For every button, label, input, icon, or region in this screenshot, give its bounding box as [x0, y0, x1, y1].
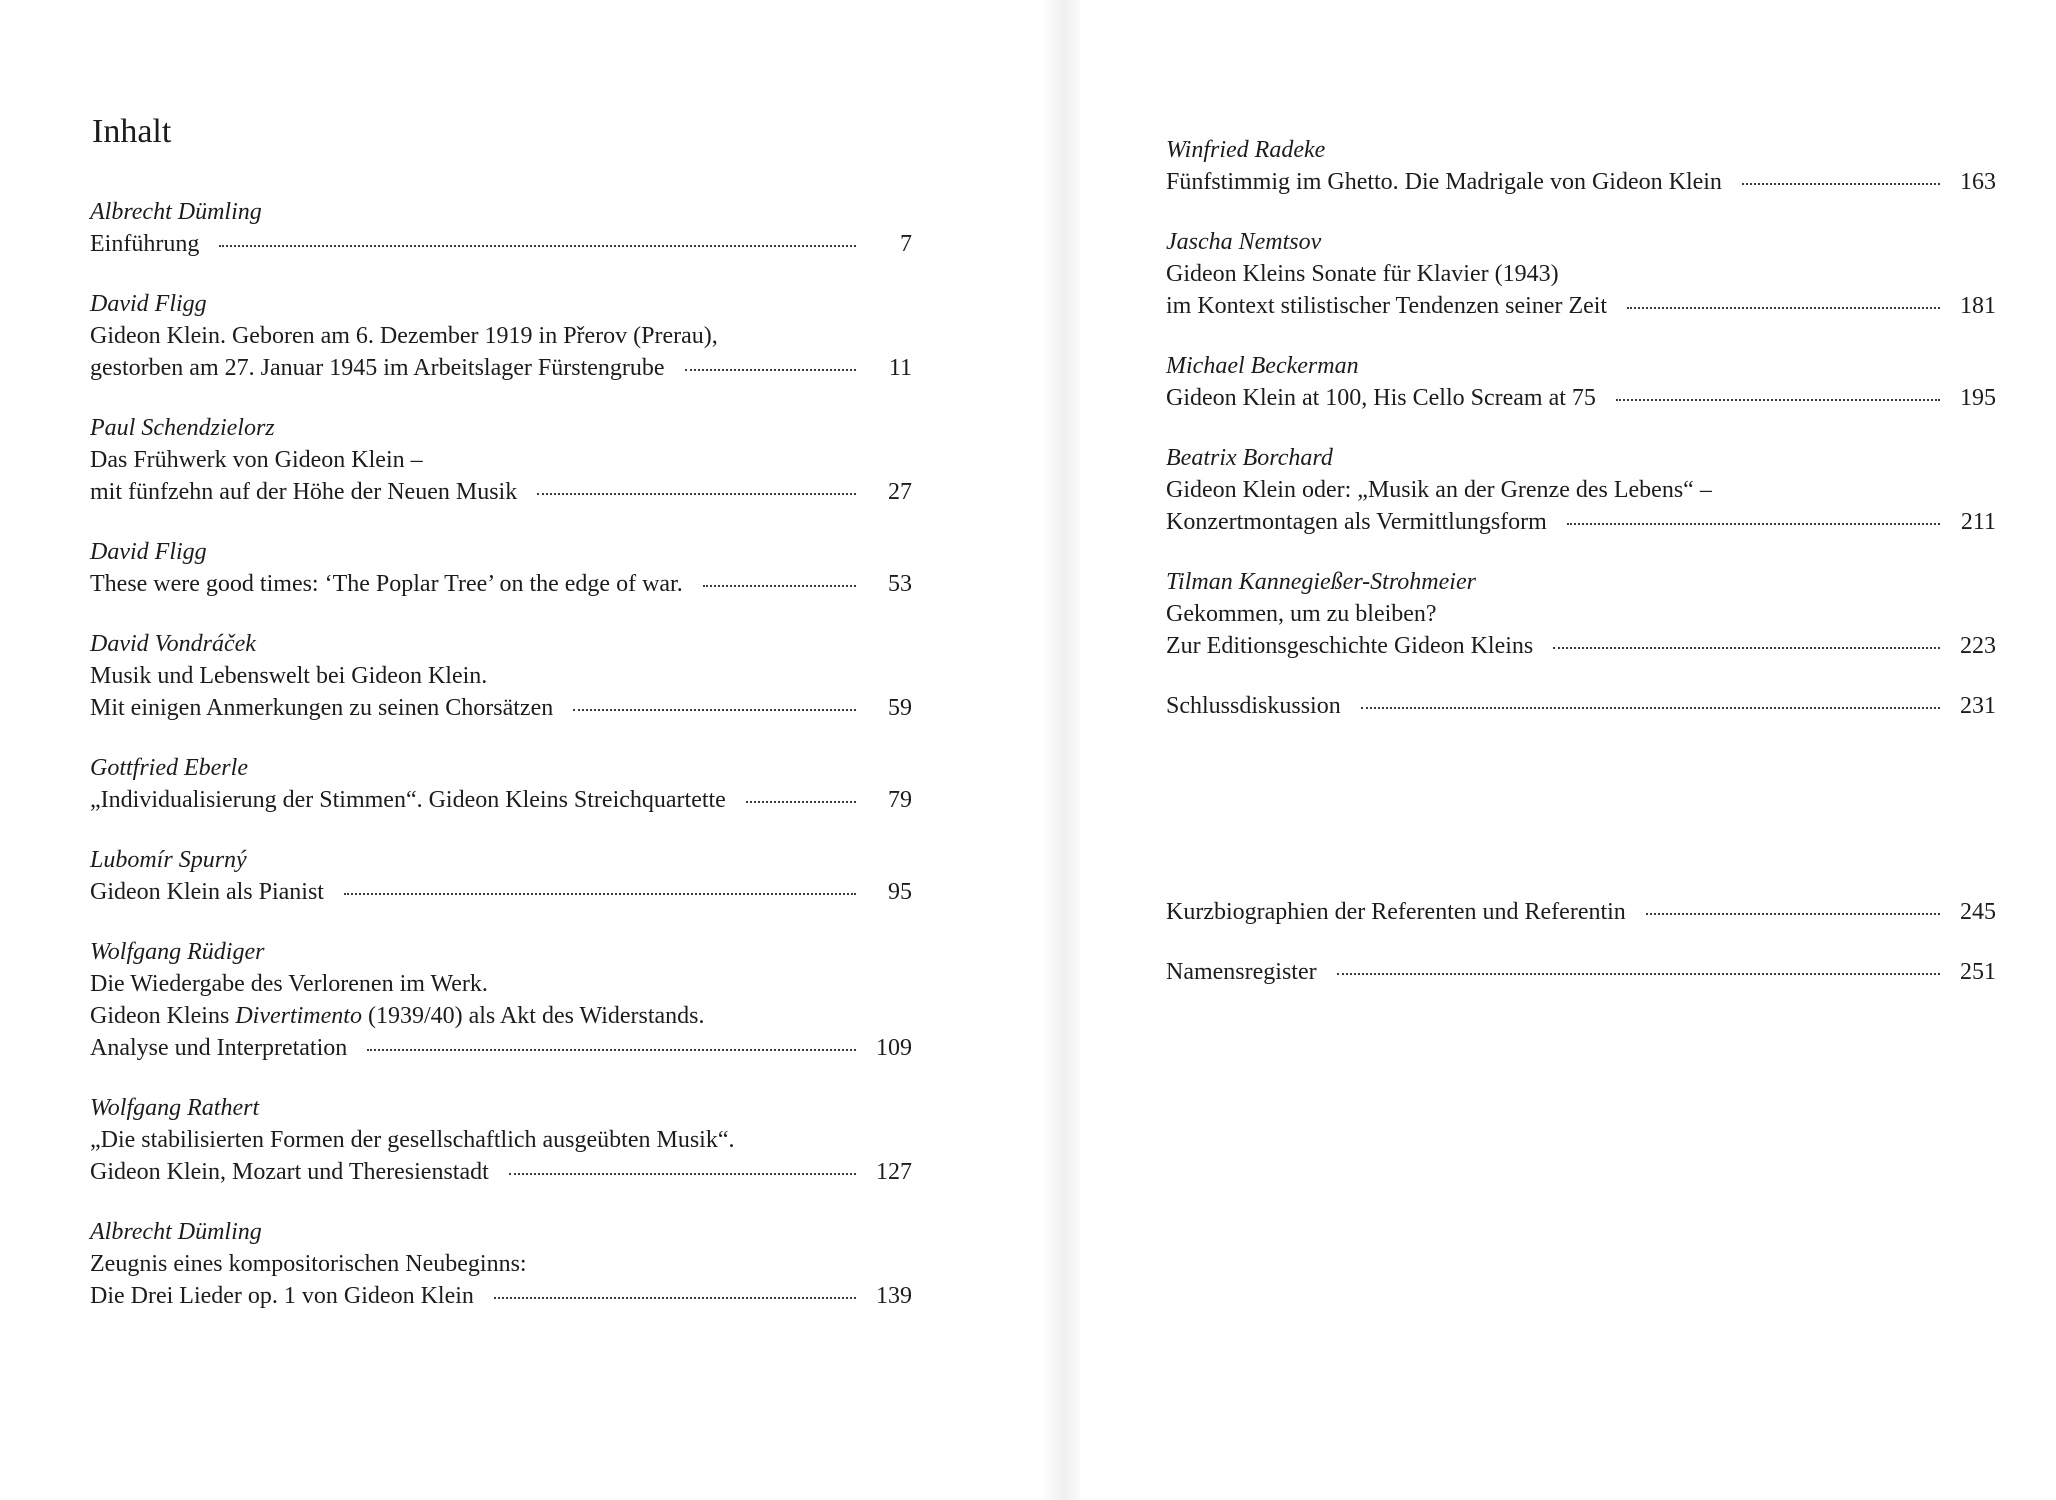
toc-author: Gottfried Eberle — [90, 755, 248, 781]
toc-author: Albrecht Dümling — [90, 1219, 262, 1245]
toc-entry — [90, 412, 912, 508]
page-number: 59 — [888, 695, 912, 721]
toc-title-last-line — [1166, 956, 1996, 988]
dot-leader — [344, 893, 856, 895]
toc-entry — [1166, 134, 1996, 198]
toc-title-text: im Kontext stilistischer Tendenzen seiner Zeit — [1166, 293, 1608, 319]
toc-author: Lubomír Spurný — [90, 847, 247, 873]
page-number: 195 — [1960, 385, 1996, 411]
toc-title-text: Gideon Klein, Mozart und Theresienstadt — [90, 1159, 489, 1185]
toc-title-line: Gideon Kleins Sonate für Klavier (1943) — [1166, 261, 1559, 287]
page-number: 163 — [1960, 169, 1996, 195]
dot-leader — [703, 585, 856, 587]
toc-title-line: Gideon Kleins Divertimento (1939/40) als Akt des Widerstands. — [90, 1003, 705, 1029]
toc-title-text: Die Drei Lieder op. 1 von Gideon Klein — [90, 1283, 474, 1309]
toc-entry — [1166, 226, 1996, 322]
gutter-shadow — [1040, 0, 1080, 1500]
toc-author: David Fligg — [90, 291, 207, 317]
page-number: 109 — [876, 1035, 912, 1061]
page-number: 251 — [1960, 959, 1996, 985]
toc-entry — [1166, 896, 1996, 928]
toc-title-line: Das Frühwerk von Gideon Klein – — [90, 447, 423, 473]
toc-author: Beatrix Borchard — [1166, 445, 1333, 471]
dot-leader — [1337, 973, 1940, 975]
page-title: Inhalt — [92, 113, 172, 150]
dot-leader — [1627, 307, 1940, 309]
toc-title-last-line — [1166, 630, 1996, 662]
toc-title-last-line — [90, 1156, 912, 1188]
toc-title-line: Die Wiedergabe des Verlorenen im Werk. — [90, 971, 488, 997]
page-number: 11 — [888, 355, 912, 381]
toc-title-text: Konzertmontagen als Vermittlungsform — [1166, 509, 1547, 535]
toc-title-last-line — [1166, 506, 1996, 538]
toc-title-text: Gideon Klein at 100, His Cello Scream at 75 — [1166, 385, 1596, 411]
dot-leader — [494, 1297, 856, 1299]
toc-author: Wolfgang Rathert — [90, 1095, 260, 1121]
toc-title-last-line — [90, 1280, 912, 1312]
toc-title-last-line — [90, 1032, 912, 1064]
toc-title-line: „Die stabilisierten Formen der gesellschaftlich ausgeübten Musik“. — [90, 1127, 735, 1153]
dot-leader — [1361, 707, 1940, 709]
toc-title-line: Gideon Klein oder: „Musik an der Grenze des Lebens“ – — [1166, 477, 1712, 503]
toc-title-text: Schlussdiskussion — [1166, 693, 1341, 719]
toc-title-last-line — [90, 692, 912, 724]
toc-title-text: Gideon Klein als Pianist — [90, 879, 324, 905]
toc-author: Michael Beckerman — [1166, 353, 1359, 379]
toc-list-right — [1166, 134, 1996, 1016]
toc-entry — [90, 196, 912, 260]
toc-entry — [1166, 350, 1996, 414]
toc-entry — [90, 752, 912, 816]
page-number: 231 — [1960, 693, 1996, 719]
toc-author: Albrecht Dümling — [90, 199, 262, 225]
page-number: 53 — [888, 571, 912, 597]
toc-title-text: mit fünfzehn auf der Höhe der Neuen Musik — [90, 479, 518, 505]
toc-entry — [90, 536, 912, 600]
toc-entry — [1166, 442, 1996, 538]
toc-entry — [1166, 956, 1996, 988]
page-number: 223 — [1960, 633, 1996, 659]
toc-entry — [90, 288, 912, 384]
dot-leader — [746, 801, 856, 803]
toc-entry — [90, 1092, 912, 1188]
toc-entry — [90, 936, 912, 1064]
dot-leader — [509, 1173, 856, 1175]
toc-entry — [90, 628, 912, 724]
page-number: 127 — [876, 1159, 912, 1185]
toc-title-last-line — [90, 476, 912, 508]
toc-title-text: „Individualisierung der Stimmen“. Gideon Kleins Streichquartette — [90, 787, 726, 813]
toc-title-text: Namensregister — [1166, 959, 1317, 985]
page-number: 27 — [888, 479, 912, 505]
toc-title-text: Analyse und Interpretation — [90, 1035, 348, 1061]
toc-title-text: Mit einigen Anmerkungen zu seinen Chorsätzen — [90, 695, 554, 721]
dot-leader — [685, 369, 856, 371]
dot-leader — [1567, 523, 1940, 525]
toc-title-last-line — [1166, 896, 1996, 928]
dot-leader — [537, 493, 856, 495]
toc-author: Paul Schendzielorz — [90, 415, 275, 441]
dot-leader — [1616, 399, 1940, 401]
toc-title-last-line — [1166, 382, 1996, 414]
toc-author: Winfried Radeke — [1166, 137, 1326, 163]
toc-title-text: Zur Editionsgeschichte Gideon Kleins — [1166, 633, 1534, 659]
toc-title-text: Fünfstimmig im Ghetto. Die Madrigale von Gideon Klein — [1166, 169, 1722, 195]
dot-leader — [1646, 913, 1940, 915]
toc-author: Tilman Kannegießer-Strohmeier — [1166, 569, 1476, 595]
right-page — [1080, 0, 2056, 1500]
toc-title-text: gestorben am 27. Januar 1945 im Arbeitslager Fürstengrube — [90, 355, 665, 381]
toc-author: Wolfgang Rüdiger — [90, 939, 265, 965]
toc-title-last-line — [90, 568, 912, 600]
toc-entry — [1166, 690, 1996, 722]
page-number: 211 — [1960, 509, 1996, 535]
toc-title-last-line — [90, 784, 912, 816]
toc-entry — [90, 844, 912, 908]
toc-title-line: Musik und Lebenswelt bei Gideon Klein. — [90, 663, 488, 689]
toc-entry — [1166, 566, 1996, 662]
toc-title-line: Zeugnis eines kompositorischen Neubeginns: — [90, 1251, 527, 1277]
toc-title-line: Gideon Klein. Geboren am 6. Dezember 1919 in Přerov (Prerau), — [90, 323, 718, 349]
toc-title-line: Gekommen, um zu bleiben? — [1166, 601, 1437, 627]
page-number: 79 — [888, 787, 912, 813]
toc-list-left — [90, 196, 912, 1340]
toc-title-last-line — [1166, 290, 1996, 322]
dot-leader — [1742, 183, 1940, 185]
toc-title-text: These were good times: ‘The Poplar Tree’ on the edge of war. — [90, 571, 683, 597]
toc-author: Jascha Nemtsov — [1166, 229, 1322, 255]
toc-author: David Fligg — [90, 539, 207, 565]
toc-title-last-line — [1166, 690, 1996, 722]
dot-leader — [219, 245, 856, 247]
toc-author: David Vondráček — [90, 631, 256, 657]
toc-title-last-line — [1166, 166, 1996, 198]
toc-title-last-line — [90, 876, 912, 908]
toc-entry — [90, 1216, 912, 1312]
toc-title-last-line — [90, 352, 912, 384]
page-number: 95 — [888, 879, 912, 905]
toc-title-text: Einführung — [90, 231, 200, 257]
toc-title-text: Kurzbiographien der Referenten und Referentin — [1166, 899, 1626, 925]
page-number: 181 — [1960, 293, 1996, 319]
page-number: 7 — [900, 231, 912, 257]
dot-leader — [367, 1049, 856, 1051]
dot-leader — [1553, 647, 1940, 649]
toc-title-last-line — [90, 228, 912, 260]
appendix-spacer — [1166, 750, 1996, 896]
dot-leader — [573, 709, 856, 711]
page-number: 245 — [1960, 899, 1996, 925]
page-number: 139 — [876, 1283, 912, 1309]
